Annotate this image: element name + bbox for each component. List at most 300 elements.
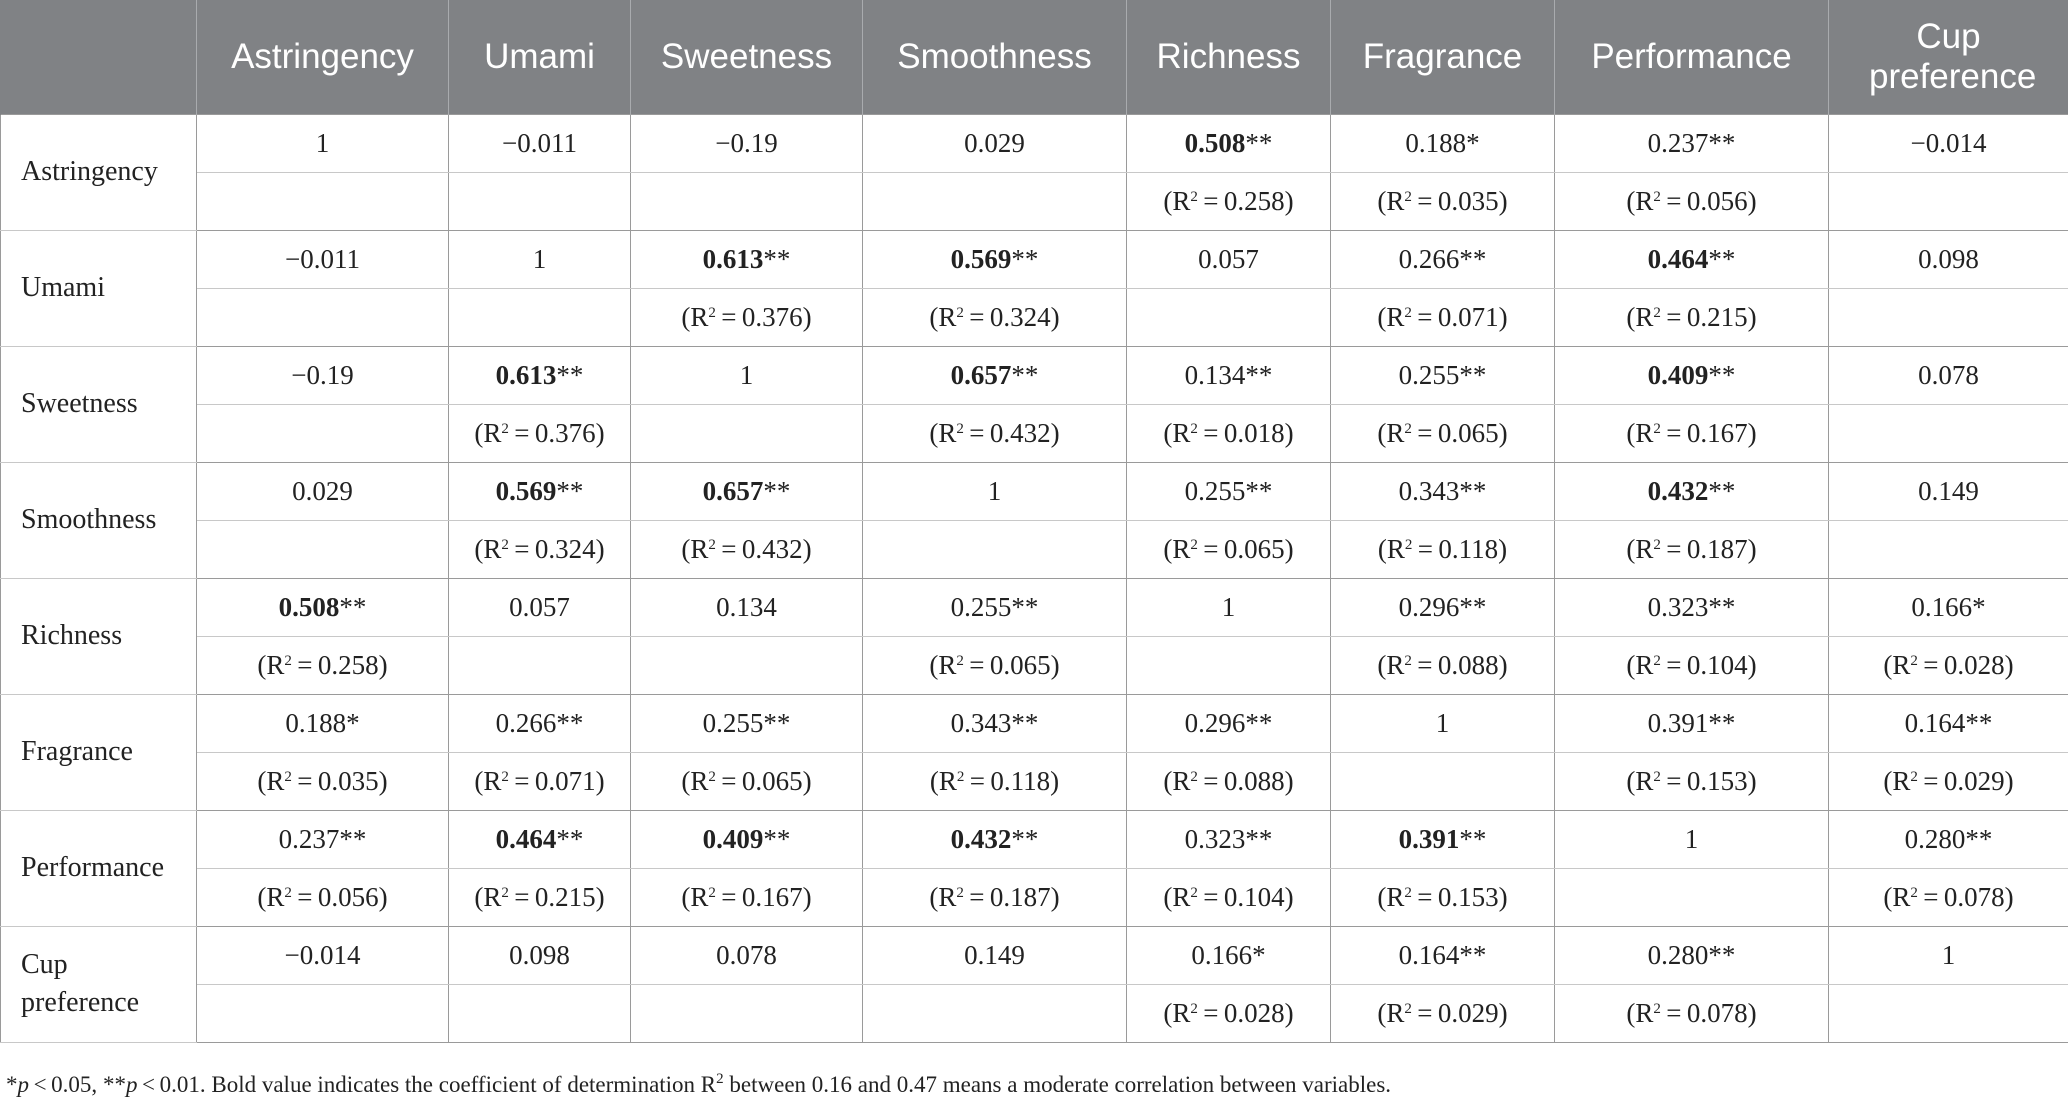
- r-squared-cell: [1555, 636, 1829, 694]
- correlation-cell: [1127, 694, 1331, 752]
- significance-marker: **: [1708, 591, 1736, 622]
- r-squared-equals: =: [1660, 185, 1687, 216]
- correlation-cell: [1331, 810, 1555, 868]
- r-squared-expression: [1626, 534, 1756, 564]
- r-squared-equals: =: [1660, 301, 1687, 332]
- r-squared-equals: =: [963, 881, 990, 912]
- table-row-r2: [1, 984, 2068, 1042]
- r-squared-suffix: ): [1498, 301, 1508, 332]
- r-squared-suffix: ): [1747, 301, 1757, 332]
- correlation-cell: [631, 230, 863, 288]
- r-squared-cell: [1331, 868, 1555, 926]
- r-squared-prefix: (R: [1377, 881, 1405, 912]
- correlation-value: 1: [315, 127, 330, 158]
- r-squared-expression: [1377, 418, 1507, 448]
- r-squared-expression: [929, 418, 1059, 448]
- r-squared-prefix: (R: [1626, 649, 1654, 680]
- correlation-cell: [449, 230, 631, 288]
- correlation-value: 0.098: [509, 939, 570, 970]
- r-squared-cell: [1127, 172, 1331, 230]
- correlation-value: 0.508: [278, 591, 340, 622]
- r-squared-expression: [1626, 302, 1756, 332]
- r-squared-suffix: ): [1284, 533, 1294, 564]
- r-squared-cell: [863, 636, 1127, 694]
- r-squared-suffix: ): [2004, 649, 2014, 680]
- r-squared-cell: [449, 520, 631, 578]
- r-squared-cell: [449, 868, 631, 926]
- correlation-value: 0.164: [1398, 939, 1460, 970]
- r-squared-suffix: ): [2004, 765, 2014, 796]
- r-squared-suffix: ): [378, 881, 388, 912]
- r-squared-equals: =: [1411, 301, 1438, 332]
- r-squared-value: 0.258: [1223, 185, 1285, 216]
- correlation-cell: [1127, 346, 1331, 404]
- table-body: [1, 114, 2068, 1042]
- correlation-value: 1: [739, 359, 754, 390]
- r-squared-cell: [197, 868, 449, 926]
- row-header: Performance: [1, 810, 197, 926]
- correlation-value: 0.391: [1398, 823, 1460, 854]
- significance-marker: **: [556, 823, 584, 854]
- r-squared-suffix: ): [1747, 765, 1757, 796]
- correlation-cell: [863, 114, 1127, 172]
- significance-marker: **: [1011, 359, 1039, 390]
- significance-marker: **: [1965, 707, 1993, 738]
- correlation-value: 0.098: [1918, 243, 1979, 274]
- row-header: Astringency: [1, 114, 197, 230]
- r-squared-exponent: 2: [1653, 304, 1661, 321]
- correlation-value: 1: [532, 243, 547, 274]
- r-squared-exponent: 2: [1190, 884, 1198, 901]
- r-squared-value: 0.324: [989, 301, 1051, 332]
- r-squared-equals: =: [1411, 185, 1438, 216]
- significance-marker: **: [1245, 707, 1273, 738]
- r-squared-prefix: (R: [681, 533, 709, 564]
- footnote-threshold1: < 0.05,: [29, 1072, 103, 1097]
- r-squared-expression: [1377, 186, 1507, 216]
- correlation-value: 0.464: [495, 823, 557, 854]
- r-squared-equals: =: [715, 301, 742, 332]
- r-squared-prefix: (R: [474, 881, 502, 912]
- r-squared-equals: =: [1660, 765, 1687, 796]
- correlation-cell: [197, 346, 449, 404]
- r-squared-equals: =: [964, 765, 991, 796]
- r-squared-suffix: ): [1498, 649, 1508, 680]
- r-squared-value: 0.018: [1223, 417, 1285, 448]
- r-squared-cell: [1829, 404, 2068, 462]
- correlation-value: 0.149: [1918, 475, 1979, 506]
- correlation-value: 0.432: [1647, 475, 1709, 506]
- r-squared-cell: [1127, 404, 1331, 462]
- r-squared-exponent: 2: [1653, 420, 1661, 437]
- r-squared-suffix: ): [1498, 997, 1508, 1028]
- correlation-cell: [631, 810, 863, 868]
- row-header: Umami: [1, 230, 197, 346]
- correlation-cell: [1555, 926, 1829, 984]
- r-squared-value: 0.324: [534, 533, 596, 564]
- r-squared-cell: [1555, 172, 1829, 230]
- r-squared-exponent: 2: [1653, 536, 1661, 553]
- r-squared-cell: [863, 288, 1127, 346]
- significance-marker: **: [1245, 127, 1273, 158]
- r-squared-suffix: ): [802, 881, 812, 912]
- r-squared-exponent: 2: [1190, 768, 1198, 785]
- r-squared-equals: =: [1411, 881, 1438, 912]
- correlation-cell: [1555, 114, 1829, 172]
- r-squared-cell: [1829, 520, 2068, 578]
- r-squared-exponent: 2: [1653, 652, 1661, 669]
- r-squared-cell: [1331, 636, 1555, 694]
- r-squared-expression: [1626, 766, 1756, 796]
- header-row: [1, 0, 2068, 114]
- r-squared-equals: =: [715, 881, 742, 912]
- r-squared-value: 0.078: [1943, 881, 2005, 912]
- correlation-value: 0.266: [1398, 243, 1460, 274]
- r-squared-cell: [1555, 288, 1829, 346]
- correlation-cell: [863, 810, 1127, 868]
- r-squared-expression: [1626, 418, 1756, 448]
- r-squared-suffix: ): [1498, 881, 1508, 912]
- correlation-cell: [1555, 462, 1829, 520]
- correlation-cell: [1127, 810, 1331, 868]
- correlation-value: −0.014: [284, 939, 361, 970]
- r-squared-suffix: ): [378, 765, 388, 796]
- significance-marker: **: [1459, 823, 1487, 854]
- table-row-values: [1, 926, 2068, 984]
- r-squared-value: 0.104: [1686, 649, 1748, 680]
- correlation-value: 0.280: [1647, 939, 1709, 970]
- correlation-value: 0.657: [950, 359, 1012, 390]
- r-squared-cell: [1555, 984, 1829, 1042]
- correlation-value: 0.464: [1647, 243, 1709, 274]
- r-squared-value: 0.376: [534, 417, 596, 448]
- r-squared-exponent: 2: [1910, 768, 1918, 785]
- r-squared-expression: [1163, 186, 1293, 216]
- r-squared-cell: [1555, 404, 1829, 462]
- correlation-value: −0.014: [1910, 127, 1987, 158]
- table-row-r2: [1, 636, 2068, 694]
- correlation-value: 0.657: [702, 475, 764, 506]
- r-squared-prefix: (R: [929, 765, 957, 796]
- correlation-cell: [1555, 230, 1829, 288]
- r-squared-exponent: 2: [956, 420, 964, 437]
- r-squared-exponent: 2: [1404, 1000, 1412, 1017]
- r-squared-value: 0.071: [1437, 301, 1499, 332]
- r-squared-exponent: 2: [1190, 188, 1198, 205]
- r-squared-cell: [449, 288, 631, 346]
- significance-marker: **: [1459, 939, 1487, 970]
- significance-marker: **: [1708, 475, 1736, 506]
- r-squared-suffix: ): [595, 765, 605, 796]
- r-squared-suffix: ): [378, 649, 388, 680]
- r-squared-equals: =: [715, 765, 742, 796]
- r-squared-equals: =: [1411, 417, 1438, 448]
- column-header: Umami: [449, 0, 631, 114]
- correlation-cell: [1127, 926, 1331, 984]
- significance-marker: **: [1011, 823, 1039, 854]
- correlation-value: 1: [1435, 707, 1450, 738]
- r-squared-equals: =: [963, 417, 990, 448]
- r-squared-exponent: 2: [1404, 536, 1413, 553]
- r-squared-expression: [1163, 534, 1293, 564]
- r-squared-suffix: ): [1050, 765, 1060, 796]
- r-squared-cell: [197, 520, 449, 578]
- r-squared-exponent: 2: [708, 536, 716, 553]
- r-squared-exponent: 2: [1404, 884, 1412, 901]
- r-squared-cell: [1331, 752, 1555, 810]
- r-squared-exponent: 2: [284, 652, 292, 669]
- correlation-cell: [1829, 926, 2068, 984]
- r-squared-expression: [257, 882, 387, 912]
- r-squared-suffix: ): [802, 301, 812, 332]
- r-squared-prefix: (R: [929, 301, 957, 332]
- r-squared-prefix: (R: [257, 649, 285, 680]
- r-squared-suffix: ): [1050, 301, 1060, 332]
- r-squared-prefix: (R: [1163, 417, 1191, 448]
- r-squared-prefix: (R: [474, 533, 502, 564]
- correlation-value: 1: [1221, 591, 1236, 622]
- r-squared-expression: [1378, 534, 1507, 564]
- r-squared-cell: [631, 288, 863, 346]
- table-row-r2: [1, 868, 2068, 926]
- r-squared-equals: =: [1197, 881, 1224, 912]
- correlation-value: 0.409: [702, 823, 764, 854]
- r-squared-suffix: ): [1284, 185, 1294, 216]
- r-squared-value: 0.215: [1686, 301, 1748, 332]
- r-squared-value: 0.376: [741, 301, 803, 332]
- significance-marker: **: [1965, 823, 1993, 854]
- r-squared-cell: [863, 752, 1127, 810]
- r-squared-exponent: 2: [956, 768, 965, 785]
- r-squared-value: 0.088: [1223, 765, 1285, 796]
- r-squared-cell: [1829, 984, 2068, 1042]
- r-squared-suffix: ): [802, 765, 812, 796]
- r-squared-equals: =: [291, 649, 318, 680]
- r-squared-suffix: ): [595, 881, 605, 912]
- r-squared-expression: [681, 882, 811, 912]
- r-squared-cell: [197, 984, 449, 1042]
- r-squared-expression: [1626, 186, 1756, 216]
- table-row-values: [1, 694, 2068, 752]
- significance-marker: **: [1708, 127, 1736, 158]
- significance-marker: **: [763, 823, 791, 854]
- correlation-cell: [449, 114, 631, 172]
- table-row-values: [1, 114, 2068, 172]
- r-squared-cell: [631, 172, 863, 230]
- r-squared-value: 0.029: [1943, 765, 2005, 796]
- r-squared-value: 0.432: [741, 533, 803, 564]
- r-squared-prefix: (R: [1377, 185, 1405, 216]
- correlation-value: 0.255: [1398, 359, 1460, 390]
- r-squared-expression: [930, 766, 1059, 796]
- significance-marker: **: [556, 359, 584, 390]
- correlation-value: −0.011: [285, 243, 360, 274]
- r-squared-equals: =: [508, 533, 535, 564]
- correlation-value: 0.343: [950, 707, 1012, 738]
- correlation-cell: [1127, 230, 1331, 288]
- r-squared-suffix: ): [2004, 881, 2014, 912]
- r-squared-equals: =: [715, 533, 742, 564]
- r-squared-suffix: ): [1747, 533, 1757, 564]
- r-squared-exponent: 2: [501, 884, 509, 901]
- r-squared-value: 0.167: [1686, 417, 1748, 448]
- r-squared-equals: =: [291, 765, 318, 796]
- correlation-cell: [1829, 114, 2068, 172]
- r-squared-exponent: 2: [1404, 304, 1412, 321]
- correlation-cell: [1331, 462, 1555, 520]
- r-squared-cell: [631, 404, 863, 462]
- r-squared-suffix: ): [1747, 417, 1757, 448]
- r-squared-exponent: 2: [1910, 884, 1918, 901]
- r-squared-cell: [631, 984, 863, 1042]
- r-squared-expression: [929, 302, 1059, 332]
- r-squared-cell: [1829, 288, 2068, 346]
- r-squared-suffix: ): [1498, 185, 1508, 216]
- r-squared-expression: [1883, 766, 2013, 796]
- r-squared-cell: [631, 752, 863, 810]
- correlation-value: 0.057: [509, 591, 570, 622]
- r-squared-exponent: 2: [1190, 536, 1198, 553]
- correlation-value: 0.613: [495, 359, 557, 390]
- r-squared-cell: [863, 172, 1127, 230]
- r-squared-expression: [1377, 302, 1507, 332]
- correlation-value: −0.19: [715, 127, 778, 158]
- correlation-value: 0.029: [964, 127, 1025, 158]
- correlation-cell: [1555, 810, 1829, 868]
- correlation-value: 0.508: [1184, 127, 1246, 158]
- r-squared-suffix: ): [1284, 881, 1294, 912]
- r-squared-prefix: (R: [1377, 649, 1405, 680]
- r-squared-prefix: (R: [1377, 997, 1405, 1028]
- r-squared-cell: [1555, 520, 1829, 578]
- r-squared-expression: [681, 766, 811, 796]
- table-row-r2: [1, 172, 2068, 230]
- correlation-cell: [449, 694, 631, 752]
- correlation-value: 1: [987, 475, 1002, 506]
- correlation-value: 0.078: [1918, 359, 1979, 390]
- r-squared-prefix: (R: [1163, 881, 1191, 912]
- r-squared-value: 0.071: [534, 765, 596, 796]
- footnote-p2: p: [125, 1072, 138, 1097]
- r-squared-exponent: 2: [1404, 420, 1412, 437]
- table-footnote: [6, 1072, 1391, 1098]
- correlation-value: 0.613: [702, 243, 764, 274]
- r-squared-cell: [197, 288, 449, 346]
- r-squared-equals: =: [963, 649, 990, 680]
- significance-marker: **: [339, 823, 367, 854]
- correlation-value: 0.296: [1398, 591, 1460, 622]
- r-squared-equals: =: [1660, 533, 1687, 564]
- r-squared-cell: [197, 752, 449, 810]
- correlation-cell: [1127, 114, 1331, 172]
- r-squared-cell: [863, 984, 1127, 1042]
- r-squared-value: 0.028: [1223, 997, 1285, 1028]
- column-header: Fragrance: [1331, 0, 1555, 114]
- r-squared-equals: =: [508, 881, 535, 912]
- r-squared-cell: [1555, 868, 1829, 926]
- correlation-cell: [1331, 694, 1555, 752]
- significance-marker: **: [1011, 591, 1039, 622]
- r-squared-value: 0.029: [1437, 997, 1499, 1028]
- r-squared-prefix: (R: [681, 881, 709, 912]
- column-header: Astringency: [197, 0, 449, 114]
- footnote-exponent: 2: [716, 1071, 724, 1087]
- r-squared-value: 0.258: [317, 649, 379, 680]
- r-squared-equals: =: [1660, 649, 1687, 680]
- significance-marker: **: [1245, 823, 1273, 854]
- correlation-value: 0.391: [1647, 707, 1709, 738]
- significance-marker: **: [1708, 939, 1736, 970]
- r-squared-suffix: ): [1284, 997, 1294, 1028]
- column-header: Smoothness: [863, 0, 1127, 114]
- correlation-cell: [631, 346, 863, 404]
- r-squared-cell: [863, 868, 1127, 926]
- r-squared-equals: =: [1197, 185, 1224, 216]
- r-squared-prefix: (R: [1626, 417, 1654, 448]
- r-squared-cell: [1829, 636, 2068, 694]
- r-squared-suffix: ): [1747, 649, 1757, 680]
- row-header: Richness: [1, 578, 197, 694]
- r-squared-expression: [257, 766, 387, 796]
- correlation-cell: [863, 462, 1127, 520]
- r-squared-prefix: (R: [257, 765, 285, 796]
- r-squared-cell: [1127, 288, 1331, 346]
- significance-marker: **: [1459, 591, 1487, 622]
- correlation-value: 0.323: [1647, 591, 1709, 622]
- r-squared-value: 0.167: [741, 881, 803, 912]
- r-squared-prefix: (R: [1377, 533, 1405, 564]
- r-squared-expression: [257, 650, 387, 680]
- correlation-cell: [449, 926, 631, 984]
- footnote-p1: p: [17, 1072, 29, 1097]
- r-squared-expression: [1163, 766, 1293, 796]
- significance-marker: **: [763, 475, 791, 506]
- correlation-value: −0.011: [502, 127, 577, 158]
- column-header: Performance: [1555, 0, 1829, 114]
- correlation-cell: [449, 810, 631, 868]
- r-squared-expression: [474, 882, 604, 912]
- footnote-star2: **: [102, 1072, 126, 1097]
- r-squared-value: 0.056: [1686, 185, 1748, 216]
- r-squared-cell: [197, 404, 449, 462]
- correlation-value: 0.255: [950, 591, 1012, 622]
- r-squared-cell: [449, 984, 631, 1042]
- correlation-value: 0.188: [285, 707, 347, 738]
- correlation-cell: [1829, 462, 2068, 520]
- r-squared-value: 0.104: [1223, 881, 1285, 912]
- correlation-cell: [863, 926, 1127, 984]
- correlation-cell: [449, 346, 631, 404]
- r-squared-cell: [863, 404, 1127, 462]
- correlation-value: 0.280: [1904, 823, 1966, 854]
- r-squared-suffix: ): [1498, 533, 1508, 564]
- correlation-value: 0.323: [1184, 823, 1246, 854]
- r-squared-exponent: 2: [1653, 768, 1661, 785]
- significance-marker: **: [339, 591, 367, 622]
- r-squared-expression: [1626, 998, 1756, 1028]
- r-squared-exponent: 2: [956, 652, 964, 669]
- r-squared-cell: [1331, 520, 1555, 578]
- r-squared-prefix: (R: [681, 765, 709, 796]
- correlation-value: 0.343: [1398, 475, 1460, 506]
- table-row-values: [1, 230, 2068, 288]
- r-squared-prefix: (R: [257, 881, 285, 912]
- r-squared-equals: =: [1197, 533, 1224, 564]
- correlation-value: 0.057: [1198, 243, 1259, 274]
- row-header: Fragrance: [1, 694, 197, 810]
- correlation-value: 0.134: [716, 591, 777, 622]
- r-squared-cell: [631, 636, 863, 694]
